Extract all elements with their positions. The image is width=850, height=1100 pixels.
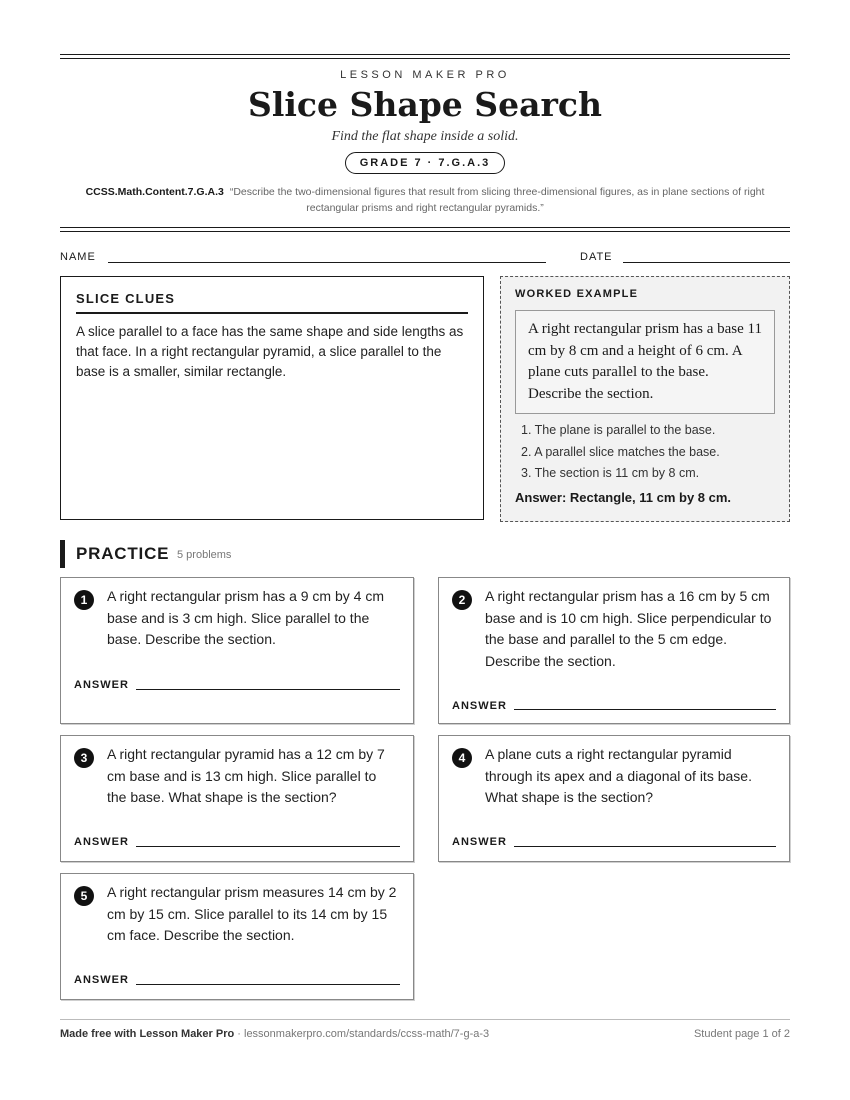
header-bottom-rule (60, 227, 790, 232)
problem-card-1 (60, 577, 414, 724)
problem-text: A right rectangular prism has a 16 cm by 5 cm base and is 10 cm high. Slice perpendicular to the base and parallel to the 5 cm edge. Describe the section. (485, 588, 772, 669)
problem-number-badge: 3 (74, 748, 94, 768)
worked-example-title: WORKED EXAMPLE (515, 288, 639, 300)
problem-text: A right rectangular pyramid has a 12 cm by 7 cm base and is 13 cm high. Slice parallel to the base. What shape is the section? (107, 746, 385, 805)
problem-number-badge: 1 (74, 590, 94, 610)
answer-label: ANSWER (452, 836, 507, 848)
page-subtitle: Find the flat shape inside a solid. (331, 129, 519, 145)
worked-step: 2. A parallel slice matches the base. (521, 444, 720, 459)
standard-statement (60, 184, 790, 216)
problem-number-badge: 2 (452, 590, 472, 610)
problem-number-badge: 5 (74, 886, 94, 906)
answer-field-5[interactable] (136, 984, 400, 985)
worked-example-box (500, 276, 790, 522)
answer-field-3[interactable] (136, 846, 400, 847)
name-label: NAME (60, 251, 96, 264)
standard-text: “Describe the two-dimensional figures that result from slicing three-dimensional figures, as in plane sections of right rectangular prisms and right rectangular pyramids.” (229, 186, 765, 215)
practice-count: 5 problems (177, 549, 232, 561)
worked-example-answer: Answer: Rectangle, 11 cm by 8 cm. (515, 489, 732, 505)
grade-badge: GRADE 7 · 7.G.A.3 (345, 152, 506, 174)
name-field[interactable] (108, 262, 546, 263)
brand-name: LESSON MAKER PRO (340, 69, 510, 81)
answer-label: ANSWER (452, 700, 507, 712)
problem-number-badge: 4 (452, 748, 472, 768)
problem-card-2 (438, 577, 790, 724)
footer-url[interactable]: · lessonmakerpro.com/standards/ccss-math/7-g-a-3 (234, 1028, 490, 1040)
page-footer (60, 1019, 790, 1040)
slice-clues-box (60, 276, 484, 520)
worked-step: 3. The section is 11 cm by 8 cm. (521, 466, 700, 480)
worked-example-steps (515, 420, 775, 485)
worked-step: 1. The plane is parallel to the base. (521, 423, 716, 437)
name-date-row (60, 248, 790, 268)
problem-card-5 (60, 873, 414, 1000)
answer-field-1[interactable] (136, 689, 400, 690)
problem-text: A plane cuts a right rectangular pyramid through its apex and a diagonal of its base. What shape is the section? (485, 746, 752, 805)
answer-field-4[interactable] (514, 846, 776, 847)
practice-header (60, 540, 790, 568)
clues-title: SLICE CLUES (76, 291, 468, 314)
problem-card-4 (438, 735, 790, 862)
problem-text: A right rectangular prism measures 14 cm by 2 cm by 15 cm. Slice parallel to its 14 cm by 15 cm face. Describe the section. (107, 884, 397, 943)
problem-card-3 (60, 735, 414, 862)
answer-field-2[interactable] (514, 709, 776, 710)
header-top-rule (60, 54, 790, 59)
page-title: Slice Shape Search (248, 85, 602, 124)
answer-label: ANSWER (74, 836, 129, 848)
footer-made-with: Made free with Lesson Maker Pro (60, 1028, 235, 1040)
answer-label: ANSWER (74, 679, 129, 691)
practice-title: PRACTICE (76, 544, 170, 563)
worksheet-page (60, 54, 790, 986)
footer-page-number: Student page 1 of 2 (693, 1028, 790, 1040)
answer-label: ANSWER (74, 974, 129, 986)
date-field[interactable] (623, 262, 790, 263)
worked-example-problem: A right rectangular prism has a base 11 cm by 8 cm and a height of 6 cm. A plane cuts parallel to the base. Describe the section. (515, 310, 775, 414)
problem-text: A right rectangular prism has a 9 cm by 4 cm base and is 3 cm high. Slice parallel to the base. Describe the section. (107, 588, 384, 647)
practice-accent-bar (60, 540, 65, 568)
standard-code: CCSS.Math.Content.7.G.A.3 (85, 186, 224, 199)
clues-text: A slice parallel to a face has the same shape and side lengths as that face. In a right rectangular pyramid, a slice parallel to the base is a smaller, similar rectangle. (76, 324, 464, 379)
date-label: DATE (580, 251, 613, 264)
